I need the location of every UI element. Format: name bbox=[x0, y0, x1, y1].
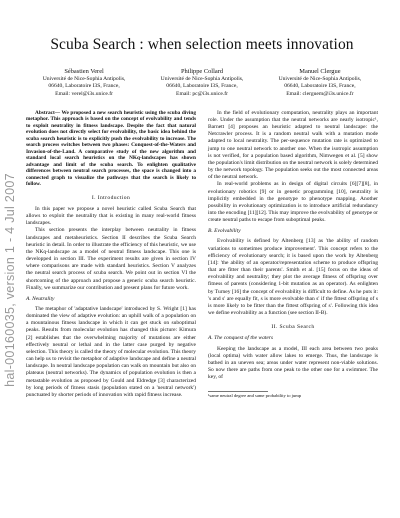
left-column bbox=[26, 110, 196, 399]
footnote-rule bbox=[208, 391, 268, 392]
author-affiliation: 06640, Laboratoire I3S, France, bbox=[284, 83, 356, 90]
author-2 bbox=[144, 68, 260, 98]
archive-stamp bbox=[2, 130, 18, 430]
section-heading-introduction: I. Introduction bbox=[91, 194, 131, 201]
paragraph: This section presents the interplay between neutrality in fitness landscapes and metaheuristics. Section II describes the Scuba Search heuristic in detail. In order to illustrate the efficiency of this heuristic, we use the NKq-landscape as a model of neutral fitness landscape. This one is developped in section III. The experiment results are given in section IV where comparisons are made with standard heuristics. Section V analyzes the neutral search process of scuba search. We point out in section VI the shortcoming of the approach and propose a generic scuba search heuristic. Finally, we summarize our contribution and present plans for future work. bbox=[26, 227, 196, 291]
footnote: ¹same neutral degree and same probability to jump bbox=[208, 393, 302, 399]
author-block bbox=[26, 68, 378, 98]
author-1 bbox=[26, 68, 142, 98]
author-name: Sébastien Verel bbox=[64, 68, 104, 75]
paragraph: In this paper we propose a novel heuristic called Scuba Search that allows to exploit the neutrality that is existing in many real-world fitness landscapes. bbox=[26, 205, 196, 227]
author-affiliation: 06640, Laboratoire I3S, France, bbox=[48, 83, 120, 90]
author-email: Email: pc@i3s.unice.fr bbox=[176, 90, 228, 97]
subsection-heading-conquest: A. The conquest of the waters bbox=[208, 335, 274, 342]
paragraph: In the field of evolutionary computation, neutrality plays an important role. Under the assumption that the neutral networks are nearly isotropic¹, Barnett [4] proposes an heuristic adapted to neutral landscape: the Netcrawler process. It is a random neutral walk with a mutation mode adapted to local neutrality. The per-sequence mutation rate is optimized to jump to one neutral network to another one. When the isotropic assumption is not verified, for a population based algorithm, Nimwegen et al. [5] show the population's limit distribution on the neutral network is solely determined by the network topology. The population seeks out the most connected areas of the neutral network. bbox=[208, 109, 378, 181]
paper-title: Scuba Search : when selection meets innovation bbox=[50, 36, 354, 53]
author-affiliation: Université de Nice-Sophia Antipolis, bbox=[160, 76, 244, 83]
right-column bbox=[208, 110, 378, 399]
paragraph: In real-world problems as in design of digital circuits [6][7][8], in evolutionary robotics [9] or in genetic programming [10], neutrality is implicitly embedded in the genotype to phenotype mapping. Another possibility in evolutionary optimization is to introduce artificial redundancy into the encoding [11][12]. This may improve the evolvability of genotype or create neutral paths to escape from suboptimal peaks. bbox=[208, 181, 378, 224]
author-affiliation: Université de Nice-Sophia Antipolis, bbox=[278, 76, 362, 83]
subsection-heading-evolvability: B. Evolvability bbox=[208, 228, 241, 235]
author-email: Email: clerguem@i3s.unice.fr bbox=[286, 90, 354, 97]
author-email: Email: verel@i3s.unice.fr bbox=[55, 90, 113, 97]
abstract: Abstract— We proposed a new search heuristic using the scuba diving metaphor. This approach is based on the concept of evolvability and tends to exploit neutrality in fitness landscape. Despite the fact that natural evolution does not directly select for evolvability, the basic idea behind the scuba search heuristic is to explicitly push the evolvability to increase. The search process switches between two phases: Conquest-of-the-Waters and Invasion-of-the-Land. A comparative study of the new algorithm and standard local search heuristics on the NKq-landscapes has shown advantage and limit of the scuba search. To enlighten qualitative differences between neutral search processes, the space is changed into a connected graph to visualize the pathways that the search is likely to follow. bbox=[26, 109, 196, 188]
author-affiliation: Université de Nice-Sophia Antipolis, bbox=[42, 76, 126, 83]
author-name: Manuel Clergue bbox=[299, 68, 341, 75]
subsection-heading-neutrality: A. Neutrality bbox=[26, 295, 55, 302]
author-3 bbox=[262, 68, 378, 98]
paper-page bbox=[26, 36, 378, 399]
paragraph: Evolvability is defined by Altenberg [13] as 'the ability of random variations to sometimes produce improvement'. This concept refers to the efficiency of evolutionary search; it is based upon the work by Altenberg [14]: 'the ability of an operator/representation scheme to produce offspring that are fitter than their parents'. Smith et al. [15] focus on the ideas of evolvability and neutrality; they plot the average fitness of offspring over fitness of parents (considering 1-bit mutation as an operator). As enlighten by Turney [16] the concept of evolvability is difficult to define. As he puts it: 's and s' are equally fit, s is more evolvable than s' if the fittest offspring of s is more likely to be fitter than the fittest offspring of s'. Following this idea we define evolvability as a function (see section II-B). bbox=[208, 238, 378, 317]
paragraph: Keeping the landscape as a model, III each area between two peaks (local optima) with water allow lakes to emerge. Thus, the landscape is bathed in an uneven sea; areas under water represent non-viable solutions. So now there are paths from one peak to the other one for a swimmer. The key, of bbox=[208, 345, 378, 381]
archive-stamp-text: hal-00160035, version 1 - 4 Jul 2007 bbox=[3, 173, 17, 387]
section-heading-scuba-search: II. Scuba Search bbox=[271, 324, 315, 331]
paragraph: The metaphor of 'adaptative landscape' introduced by S. Wright [1] has dominated the view of adaptive evolution: an uphill walk of a population on a mountainous fitness landscape in which it can get stuck on suboptimal peaks. Results from molecular evolution has changed this picture: Kimura [2] establishes that the overwhelming majority of mutations are either effectively neutral or lethal and in the latter case purged by negative selection. This theory is called the theory of molecular evolution. This theory can help us to revisit the metaphor of adaptive landscape and define a neutral landscape. In neutral landscape population can walk on mountain but also on plateaus (neutral networks). The dynamics of population evolution is then a metastable evolution as proposed by Gould and Eldredge [3] characterized by long periods of fitness stasis (population stated on a 'neutral network') punctuated by shorter periods of innovation with rapid fitness increase. bbox=[26, 306, 196, 398]
author-affiliation: 06640, Laboratoire I3S, France, bbox=[166, 83, 238, 90]
two-column-body bbox=[26, 110, 378, 399]
author-name: Philippe Collard bbox=[180, 68, 224, 75]
